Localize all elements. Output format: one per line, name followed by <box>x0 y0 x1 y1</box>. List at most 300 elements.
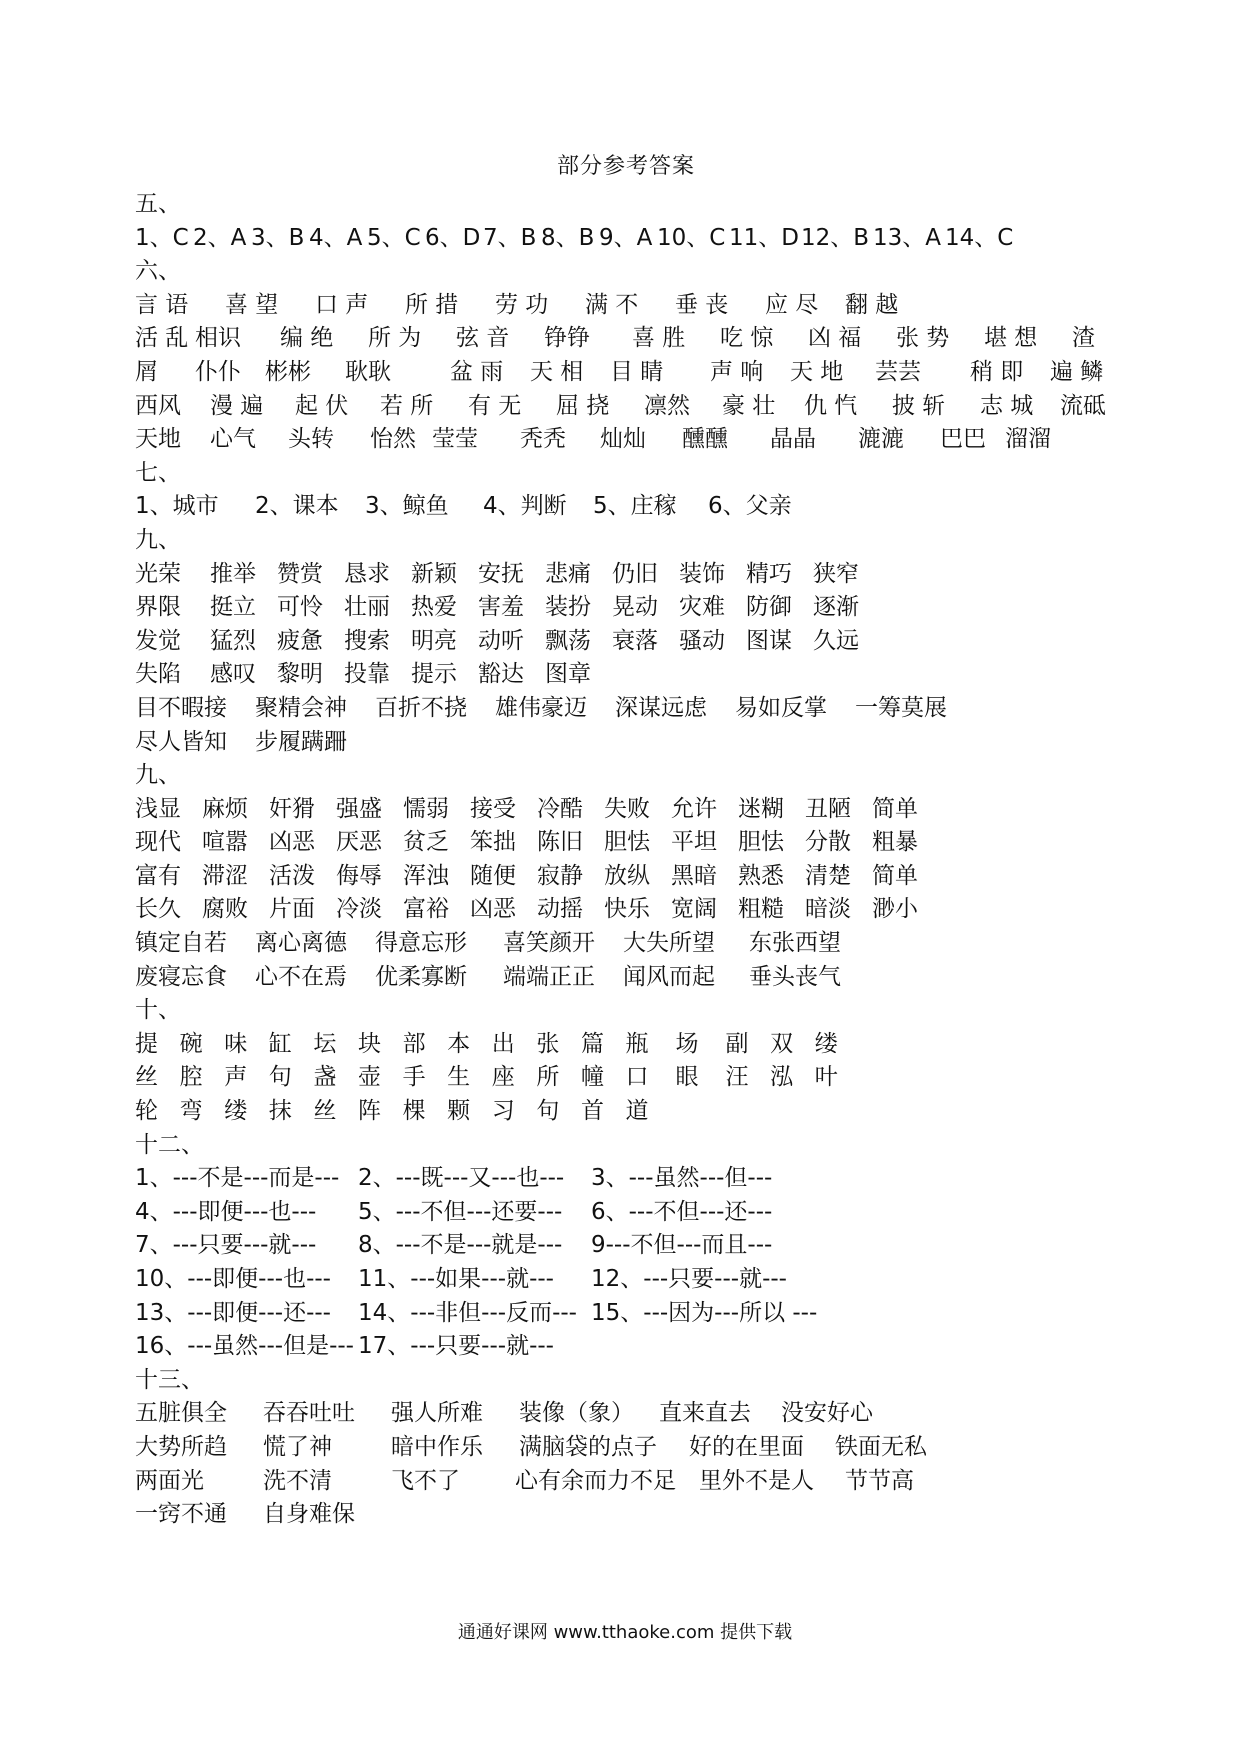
answer-item: 3、---虽然---但--- <box>591 1165 773 1192</box>
text-line <box>135 188 1195 222</box>
answer-item: 句 <box>536 1098 560 1125</box>
answer-item: 4、---即便---也--- <box>135 1198 317 1225</box>
answer-content <box>135 188 1195 1532</box>
answer-item: 凶 福 <box>808 325 862 352</box>
text-line <box>135 591 1195 625</box>
answer-item: 好的在里面 <box>689 1433 804 1460</box>
answer-item: 灿灿 <box>600 426 646 453</box>
answer-item: 12、B <box>801 224 870 251</box>
answer-item: 莹莹 <box>432 426 478 453</box>
text-line <box>135 793 1195 827</box>
text-line <box>135 356 1195 390</box>
answer-item: 阵 <box>357 1098 381 1125</box>
answer-item: 秃秃 <box>520 426 566 453</box>
answer-item: 吞吞吐吐 <box>263 1400 355 1427</box>
text-line <box>135 1397 1195 1431</box>
answer-item: 习 <box>491 1098 515 1125</box>
answer-item: 冷淡 <box>336 896 382 923</box>
page-title: 部分参考答案 <box>556 154 695 179</box>
answer-item: 侮辱 <box>336 862 382 889</box>
answer-item: 易如反掌 <box>735 694 827 721</box>
text-line <box>135 1129 1195 1163</box>
answer-item: 坛 <box>313 1030 337 1057</box>
text-line <box>135 726 1195 760</box>
text-line <box>135 490 1195 524</box>
answer-item: 口 <box>625 1064 649 1091</box>
answer-item: 弦 音 <box>456 325 510 352</box>
answer-item: 凛然 <box>644 392 690 419</box>
answer-item: 14、---非但---反而--- <box>358 1299 577 1326</box>
answer-item: 七、 <box>135 459 181 486</box>
answer-item: 1、---不是---而是--- <box>135 1165 340 1192</box>
answer-item: 志 城 <box>980 392 1034 419</box>
answer-item: 粗暴 <box>872 829 918 856</box>
answer-item: 逐渐 <box>813 594 859 621</box>
answer-item: 篇 <box>580 1030 604 1057</box>
answer-item: 2、---既---又---也--- <box>358 1165 565 1192</box>
answer-item: 5、庄稼 <box>593 493 677 520</box>
answer-item: 首 <box>580 1098 604 1125</box>
answer-item: 相识 <box>195 325 241 352</box>
answer-item: 16、---虽然---但是--- <box>135 1333 354 1360</box>
answer-item: 巴巴 <box>940 426 986 453</box>
answer-item: 喜笑颜开 <box>503 930 595 957</box>
answer-item: 浑浊 <box>403 862 449 889</box>
answer-item: 黎明 <box>277 661 323 688</box>
answer-item: 西风 <box>135 392 181 419</box>
answer-item: 心不在焉 <box>255 963 347 990</box>
answer-item: 明亮 <box>411 627 457 654</box>
answer-item: 提示 <box>411 661 457 688</box>
answer-item: 腔 <box>179 1064 203 1091</box>
answer-item: 东张西望 <box>749 930 841 957</box>
answer-item: 双 <box>770 1030 794 1057</box>
answer-item: 仇 忾 <box>804 392 858 419</box>
answer-item: 十、 <box>135 997 181 1024</box>
answer-item: 慌了神 <box>263 1433 332 1460</box>
answer-item: 心有余而力不足 <box>515 1467 676 1494</box>
answer-item: 允许 <box>671 795 717 822</box>
text-line <box>135 927 1195 961</box>
answer-item: 瓶 <box>625 1030 649 1057</box>
answer-item: 部 <box>402 1030 426 1057</box>
answer-item: 10、C <box>657 224 726 251</box>
answer-item: 害羞 <box>478 594 524 621</box>
answer-item: 9---不但---而且--- <box>591 1232 773 1259</box>
answer-item: 提 <box>135 1030 158 1057</box>
answer-item: 怡然 <box>370 426 416 453</box>
answer-item: 没安好心 <box>781 1400 873 1427</box>
answer-item: 离心离德 <box>255 930 347 957</box>
answer-item: 丑陋 <box>805 795 851 822</box>
answer-item: 缸 <box>268 1030 292 1057</box>
answer-item: 失败 <box>604 795 650 822</box>
answer-item: 6、D <box>425 224 481 251</box>
text-line <box>135 1095 1195 1129</box>
answer-item: 1、城市 <box>135 493 219 520</box>
answer-item: 手 <box>402 1064 426 1091</box>
answer-item: 长久 <box>135 896 181 923</box>
answer-item: 幢 <box>580 1064 604 1091</box>
answer-item: 满脑袋的点子 <box>519 1433 657 1460</box>
text-line <box>135 390 1195 424</box>
answer-item: 五脏俱全 <box>135 1400 227 1427</box>
answer-item: 强人所难 <box>391 1400 483 1427</box>
answer-item: 棵 <box>402 1098 426 1125</box>
answer-item: 芸芸 <box>875 358 921 385</box>
answer-item: 废寝忘食 <box>135 963 227 990</box>
answer-item: 有 无 <box>468 392 522 419</box>
answer-item: 6、父亲 <box>708 493 792 520</box>
answer-item: 百折不挠 <box>375 694 467 721</box>
answer-item: 新颖 <box>411 560 457 587</box>
answer-item: 句 <box>268 1064 292 1091</box>
answer-item: 十三、 <box>135 1366 204 1393</box>
text-line <box>135 1297 1195 1331</box>
answer-item: 大势所趋 <box>135 1433 227 1460</box>
answer-item: 缕 <box>814 1030 838 1057</box>
answer-item: 接受 <box>470 795 516 822</box>
text-line <box>135 524 1195 558</box>
answer-item: 简单 <box>872 795 918 822</box>
answer-item: 张 <box>536 1030 560 1057</box>
answer-item: 自身难保 <box>263 1501 355 1528</box>
answer-item: 强盛 <box>336 795 382 822</box>
answer-item: 富裕 <box>403 896 449 923</box>
answer-item: 漫 遍 <box>210 392 264 419</box>
answer-item: 疲惫 <box>277 627 323 654</box>
answer-item: 麻烦 <box>202 795 248 822</box>
answer-item: 喜 望 <box>225 291 279 318</box>
answer-item: 编 绝 <box>280 325 334 352</box>
answer-item: 10、---即便---也--- <box>135 1266 331 1292</box>
answer-item: 漉漉 <box>858 426 904 453</box>
answer-item: 丝 <box>313 1098 337 1125</box>
answer-item: 汪 <box>725 1064 749 1091</box>
answer-item: 节节高 <box>845 1467 914 1494</box>
answer-item: 言 语 <box>135 291 189 318</box>
text-line <box>135 625 1195 659</box>
answer-item: 随便 <box>470 862 516 889</box>
answer-item: 目不暇接 <box>135 694 227 721</box>
answer-item: 豪 壮 <box>722 392 776 419</box>
answer-item: 里外不是人 <box>699 1467 814 1494</box>
footer-credit: 通通好课网 www.tthaoke.com 提供下载 <box>457 1622 793 1643</box>
answer-item: 六、 <box>135 258 181 285</box>
text-line <box>135 1162 1195 1196</box>
answer-item: 应 尽 <box>765 291 819 318</box>
answer-item: 天地 <box>135 426 181 453</box>
answer-item: 深谋远虑 <box>615 694 707 721</box>
answer-item: 遍 鳞 <box>1050 358 1104 385</box>
answer-item: 流砥 <box>1060 392 1106 419</box>
answer-item: 九、 <box>135 762 181 789</box>
answer-item: 骚动 <box>679 627 725 654</box>
text-line <box>135 1028 1195 1062</box>
answer-item: 失陷 <box>135 661 181 688</box>
text-line <box>135 1061 1195 1095</box>
answer-item: 铁面无私 <box>835 1433 927 1460</box>
answer-item: 轮 <box>135 1098 158 1125</box>
answer-item: 张 势 <box>896 325 950 352</box>
answer-item: 寂静 <box>537 862 583 889</box>
text-line <box>135 1498 1195 1532</box>
answer-item: 浅显 <box>135 795 181 822</box>
answer-item: 一筹莫展 <box>855 694 947 721</box>
answer-item: 迷糊 <box>738 795 784 822</box>
answer-item: 溜溜 <box>1005 426 1051 453</box>
answer-item: 副 <box>725 1030 749 1057</box>
answer-item: 豁达 <box>478 661 524 688</box>
answer-item: 所 <box>536 1064 560 1091</box>
answer-item: 14、C <box>945 224 1014 251</box>
answer-item: 洗不清 <box>263 1467 332 1494</box>
answer-item: 颗 <box>447 1098 471 1125</box>
answer-item: 光荣 <box>135 560 181 587</box>
answer-item: 尽人皆知 <box>135 728 227 755</box>
answer-item: 垂 丧 <box>675 291 729 318</box>
answer-item: 吃 惊 <box>720 325 774 352</box>
answer-item: 飘荡 <box>545 627 591 654</box>
answer-item: 精巧 <box>746 560 792 587</box>
answer-item: 劳 功 <box>495 291 549 318</box>
answer-item: 渣 <box>1072 325 1095 352</box>
answer-item: 壶 <box>357 1064 381 1091</box>
answer-item: 15、---因为---所以 --- <box>591 1299 818 1326</box>
text-line <box>135 860 1195 894</box>
answer-item: 片面 <box>269 896 315 923</box>
answer-item: 图章 <box>545 661 591 688</box>
answer-item: 喧嚣 <box>202 829 248 856</box>
answer-item: 垂头丧气 <box>749 963 841 990</box>
answer-item: 壮丽 <box>344 594 390 621</box>
text-line <box>135 658 1195 692</box>
text-line <box>135 222 1195 256</box>
answer-item: 图谋 <box>746 627 792 654</box>
answer-item: 凶恶 <box>269 829 315 856</box>
answer-item: 熟悉 <box>738 862 784 889</box>
answer-item: 十二、 <box>135 1131 204 1158</box>
answer-item: 现代 <box>135 829 181 856</box>
answer-item: 活泼 <box>269 862 315 889</box>
answer-item: 陈旧 <box>537 829 583 856</box>
answer-item: 快乐 <box>604 896 650 923</box>
answer-item: 大失所望 <box>623 930 715 957</box>
answer-item: 目 睛 <box>610 358 664 385</box>
answer-item: 简单 <box>872 862 918 889</box>
answer-item: 声 <box>224 1064 248 1091</box>
answer-item: 盏 <box>313 1064 337 1091</box>
answer-item: 奸猾 <box>269 795 315 822</box>
answer-item: 喜 胜 <box>632 325 686 352</box>
answer-item: 投靠 <box>344 661 390 688</box>
answer-item: 暗中作乐 <box>391 1433 483 1460</box>
answer-item: 悲痛 <box>545 560 591 587</box>
answer-item: 平坦 <box>671 829 717 856</box>
answer-item: 富有 <box>135 862 181 889</box>
answer-item: 仍旧 <box>612 560 658 587</box>
answer-item: 起 伏 <box>295 392 349 419</box>
answer-item: 可怜 <box>277 594 323 621</box>
answer-item: 2、课本 <box>255 493 339 520</box>
answer-item: 4、判断 <box>483 493 567 520</box>
answer-item: 暗淡 <box>805 896 851 923</box>
text-line <box>135 1431 1195 1465</box>
answer-item: 仆仆 <box>195 358 241 385</box>
answer-item: 披 斩 <box>892 392 946 419</box>
answer-item: 5、C <box>367 224 421 251</box>
answer-item: 17、---只要---就--- <box>358 1333 554 1360</box>
answer-item: 13、A <box>873 224 942 251</box>
answer-item: 搜索 <box>344 627 390 654</box>
answer-item: 彬彬 <box>265 358 311 385</box>
text-line <box>135 255 1195 289</box>
answer-item: 清楚 <box>805 862 851 889</box>
answer-item: 灾难 <box>679 594 725 621</box>
answer-item: 味 <box>224 1030 248 1057</box>
answer-item: 发觉 <box>135 627 181 654</box>
answer-item: 6、---不但---还--- <box>591 1198 773 1225</box>
answer-item: 4、A <box>309 224 363 251</box>
answer-item: 分散 <box>805 829 851 856</box>
answer-item: 步履蹒跚 <box>255 728 347 755</box>
answer-item: 一窍不通 <box>135 1501 227 1528</box>
answer-item: 11、D <box>729 224 799 251</box>
answer-item: 1、C <box>135 224 189 251</box>
answer-item: 2、A <box>193 224 247 251</box>
answer-item: 聚精会神 <box>255 694 347 721</box>
answer-item: 头转 <box>288 426 334 453</box>
answer-item: 5、---不但---还要--- <box>358 1198 563 1225</box>
answer-item: 泓 <box>770 1064 794 1091</box>
answer-item: 活 乱 <box>135 325 189 352</box>
answer-item: 猛烈 <box>210 627 256 654</box>
answer-item: 屈 挠 <box>556 392 610 419</box>
answer-item: 推举 <box>210 560 256 587</box>
answer-item: 抹 <box>268 1098 292 1125</box>
answer-item: 11、---如果---就--- <box>358 1266 554 1292</box>
answer-item: 13、---即便---还--- <box>135 1299 331 1326</box>
answer-item: 弯 <box>179 1098 203 1125</box>
text-line <box>135 558 1195 592</box>
answer-item: 放纵 <box>604 862 650 889</box>
answer-item: 所 为 <box>368 325 422 352</box>
answer-item: 屑 <box>135 358 158 385</box>
answer-item: 界限 <box>135 594 181 621</box>
answer-item: 装饰 <box>679 560 725 587</box>
answer-item: 道 <box>625 1098 649 1125</box>
answer-item: 端端正正 <box>503 963 595 990</box>
answer-item: 出 <box>491 1030 515 1057</box>
answer-item: 防御 <box>746 594 792 621</box>
answer-item: 优柔寡断 <box>375 963 467 990</box>
answer-item: 动听 <box>478 627 524 654</box>
answer-item: 碗 <box>179 1030 203 1057</box>
answer-item: 动摇 <box>537 896 583 923</box>
answer-item: 九、 <box>135 526 181 553</box>
text-line <box>135 289 1195 323</box>
answer-item: 7、---只要---就--- <box>135 1232 317 1259</box>
answer-item: 8、---不是---就是--- <box>358 1232 563 1259</box>
answer-item: 晶晶 <box>770 426 816 453</box>
answer-item: 滞涩 <box>202 862 248 889</box>
answer-item: 天 地 <box>790 358 844 385</box>
answer-item: 所 措 <box>405 291 459 318</box>
answer-item: 眼 <box>675 1064 699 1091</box>
answer-item: 8、B <box>541 224 595 251</box>
answer-item: 装像（象） <box>519 1400 634 1427</box>
text-line <box>135 1364 1195 1398</box>
text-line <box>135 1330 1195 1364</box>
text-line <box>135 692 1195 726</box>
answer-item: 稍 即 <box>970 358 1024 385</box>
answer-item: 满 不 <box>585 291 639 318</box>
answer-item: 凶恶 <box>470 896 516 923</box>
text-line <box>135 1263 1195 1297</box>
answer-item: 7、B <box>483 224 537 251</box>
text-line <box>135 457 1195 491</box>
answer-item: 渺小 <box>872 896 918 923</box>
answer-item: 雄伟豪迈 <box>495 694 587 721</box>
text-line <box>135 759 1195 793</box>
answer-item: 热爱 <box>411 594 457 621</box>
answer-item: 直来直去 <box>659 1400 751 1427</box>
answer-item: 声 响 <box>710 358 764 385</box>
answer-item: 缕 <box>224 1098 248 1125</box>
answer-item: 粗糙 <box>738 896 784 923</box>
answer-item: 得意忘形 <box>375 930 467 957</box>
answer-item: 感叹 <box>210 661 256 688</box>
answer-item: 恳求 <box>344 560 390 587</box>
answer-item: 懦弱 <box>403 795 449 822</box>
answer-item: 闻风而起 <box>623 963 715 990</box>
answer-item: 飞不了 <box>391 1467 460 1494</box>
answer-item: 胆怯 <box>738 829 784 856</box>
answer-item: 场 <box>675 1030 699 1057</box>
text-line <box>135 961 1195 995</box>
text-line <box>135 1465 1195 1499</box>
text-line <box>135 994 1195 1028</box>
answer-item: 本 <box>447 1030 471 1057</box>
text-line <box>135 1229 1195 1263</box>
answer-item: 两面光 <box>135 1467 204 1494</box>
answer-item: 五、 <box>135 191 181 217</box>
answer-item: 安抚 <box>478 560 524 587</box>
answer-item: 翻 越 <box>845 291 899 318</box>
answer-item: 贫乏 <box>403 829 449 856</box>
answer-item: 天 相 <box>530 358 584 385</box>
answer-item: 12、---只要---就--- <box>591 1266 787 1292</box>
answer-item: 若 所 <box>380 392 434 419</box>
answer-item: 晃动 <box>612 594 658 621</box>
answer-item: 衰落 <box>612 627 658 654</box>
answer-item: 块 <box>357 1030 381 1057</box>
answer-item: 座 <box>491 1064 515 1091</box>
text-line <box>135 322 1195 356</box>
answer-item: 堪 想 <box>984 325 1038 352</box>
answer-item: 盆 雨 <box>450 358 504 385</box>
answer-item: 丝 <box>135 1064 158 1091</box>
answer-item: 狭窄 <box>813 560 859 587</box>
answer-item: 生 <box>447 1064 471 1091</box>
answer-item: 胆怯 <box>604 829 650 856</box>
answer-item: 3、B <box>251 224 305 251</box>
answer-item: 挺立 <box>210 594 256 621</box>
answer-item: 厌恶 <box>336 829 382 856</box>
text-line <box>135 893 1195 927</box>
text-line <box>135 423 1195 457</box>
answer-item: 口 声 <box>315 291 369 318</box>
